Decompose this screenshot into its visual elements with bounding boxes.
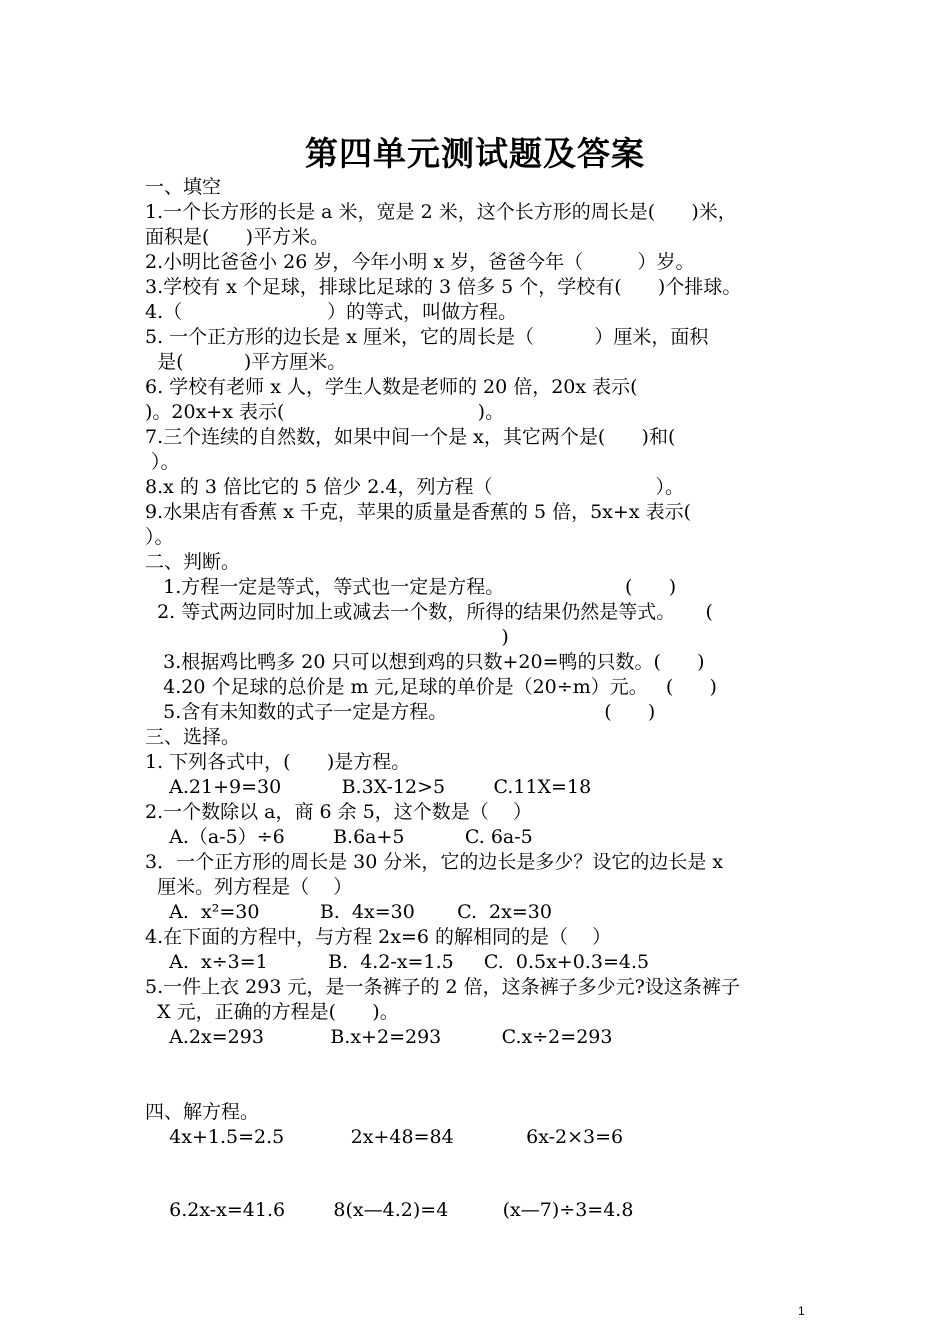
question-line: 1.一个长方形的长是 a 米，宽是 2 米，这个长方形的周长是( )米， — [145, 201, 737, 223]
question-line: 5. 一个正方形的边长是 x 厘米，它的周长是（ ）厘米，面积 — [145, 326, 709, 348]
section-heading-fill-blank: 一、填空 — [145, 176, 222, 198]
choice-options: A. x÷3=1 B. 4.2-x=1.5 C. 0.5x+0.3=4.5 — [145, 951, 650, 973]
section-heading-judge: 二、判断。 — [145, 551, 241, 573]
document-title: 第四单元测试题及答案 — [305, 134, 645, 173]
equation-row: 4x+1.5=2.5 2x+48=84 6x-2×3=6 — [145, 1126, 624, 1148]
judge-item: 3.根据鸡比鸭多 20 只可以想到鸡的只数+20=鸭的只数。( ) — [145, 651, 705, 673]
choice-question: 1. 下列各式中，( )是方程。 — [145, 751, 411, 773]
question-line: 6. 学校有老师 x 人，学生人数是老师的 20 倍，20x 表示( — [145, 376, 638, 398]
question-line: 3.学校有 x 个足球，排球比足球的 3 倍多 5 个，学校有( )个排球。 — [145, 276, 742, 298]
question-line: 7.三个连续的自然数，如果中间一个是 x，其它两个是( )和( — [145, 426, 676, 448]
choice-question: 厘米。列方程是（ ） — [145, 876, 353, 898]
choice-question: X 元，正确的方程是( )。 — [145, 1001, 399, 1023]
choice-options: A.（a-5）÷6 B.6a+5 C. 6a-5 — [145, 826, 533, 848]
judge-item: ) — [145, 626, 509, 648]
section-heading-solve: 四、解方程。 — [145, 1101, 260, 1123]
question-line: 是( )平方厘米。 — [145, 351, 347, 373]
equation-row: 6.2x-x=41.6 8(x—4.2)=4 (x—7)÷3=4.8 — [145, 1199, 634, 1221]
choice-question: 2.一个数除以 a，商 6 余 5，这个数是（ ） — [145, 801, 532, 823]
question-line: 8.x 的 3 倍比它的 5 倍少 2.4，列方程（ ）。 — [145, 476, 685, 498]
judge-item: 2. 等式两边同时加上或减去一个数，所得的结果仍然是等式。 ( — [145, 601, 713, 623]
question-line: )。20x+x 表示( )。 — [145, 401, 505, 423]
choice-options: A.2x=293 B.x+2=293 C.x÷2=293 — [145, 1026, 613, 1048]
judge-item: 1.方程一定是等式，等式也一定是方程。 ( ) — [145, 576, 677, 598]
question-line: 2.小明比爸爸小 26 岁，今年小明 x 岁，爸爸今年（ ）岁。 — [145, 251, 695, 273]
judge-item: 4.20 个足球的总价是 m 元,足球的单价是（20÷m）元。 ( ) — [145, 676, 717, 698]
choice-options: A. x²=30 B. 4x=30 C. 2x=30 — [145, 901, 552, 923]
question-line: 4.（ ）的等式，叫做方程。 — [145, 301, 518, 323]
question-line: ）。 — [145, 451, 180, 473]
choice-question: 3．一个正方形的周长是 30 分米，它的边长是多少？设它的边长是 x — [145, 851, 724, 873]
choice-question: 4.在下面的方程中，与方程 2x=6 的解相同的是（ ） — [145, 926, 612, 948]
question-line: 9.水果店有香蕉 x 千克，苹果的质量是香蕉的 5 倍，5x+x 表示( — [145, 501, 691, 523]
judge-item: 5.含有未知数的式子一定是方程。 ( ) — [145, 701, 656, 723]
question-line: 面积是( )平方米。 — [145, 226, 330, 248]
page-number: 1 — [798, 1304, 805, 1318]
question-line: ）。 — [145, 526, 174, 548]
section-heading-choice: 三、选择。 — [145, 726, 241, 748]
choice-options: A.21+9=30 B.3X-12>5 C.11X=18 — [145, 776, 592, 798]
choice-question: 5.一件上衣 293 元，是一条裤子的 2 倍，这条裤子多少元?设这条裤子 — [145, 976, 740, 998]
